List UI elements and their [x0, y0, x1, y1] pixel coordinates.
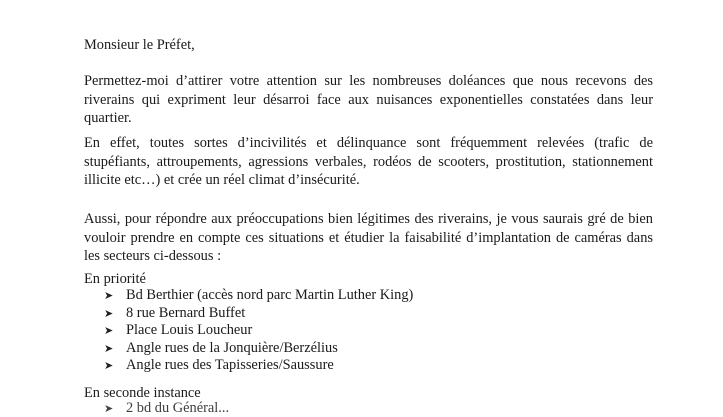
salutation: Monsieur le Préfet, [84, 37, 195, 53]
paragraph-line: riverains qui expriment leur désarroi face aux nuisances exponentielles constatées dans leur [84, 91, 653, 108]
paragraph-line: stupéfiants, attroupements, agressions verbales, rodéos de scooters, prostitution, stationnement [84, 153, 653, 170]
arrow-bullet-icon: ➤ [104, 289, 114, 303]
list-item [104, 287, 413, 305]
arrow-bullet-icon: ➤ [104, 324, 114, 338]
paragraph-line: quartier. [84, 110, 132, 126]
paragraph-intro [84, 72, 653, 128]
paragraph-line: les secteurs ci-dessous : [84, 248, 222, 264]
paragraph-line: En effet, toutes sortes d’incivilités et délinquance sont fréquemment relevées (trafic de [84, 135, 653, 151]
priority-heading: En priorité [84, 271, 146, 287]
list-item-label: 2 bd du Général... [126, 400, 230, 416]
paragraph-line: Permettez-moi d’attirer votre attention sur les nombreuses doléances que nous recevons des [84, 73, 653, 89]
list-item [104, 305, 413, 323]
list-item-label: 8 rue Bernard Buffet [126, 304, 246, 321]
list-item [104, 357, 413, 375]
priority-list [104, 287, 413, 375]
paragraph-request [84, 210, 653, 266]
arrow-bullet-icon: ➤ [104, 359, 114, 373]
paragraph-incivilities [84, 134, 653, 190]
list-item [104, 400, 229, 417]
arrow-bullet-icon: ➤ [104, 341, 114, 355]
list-item-label: Angle rues de la Jonquière/Berzélius [126, 339, 338, 356]
paragraph-line: vouloir prendre en compte ces situations et étudier la faisabilité d’implantation de caméras dans [84, 229, 653, 246]
list-item-label: Bd Berthier (accès nord parc Martin Luther King) [126, 287, 414, 304]
list-item-label: Angle rues des Tapisseries/Saussure [126, 357, 334, 374]
list-item [104, 340, 413, 358]
list-item-label: Place Louis Loucheur [126, 322, 253, 339]
second-instance-heading: En seconde instance [84, 385, 201, 401]
arrow-bullet-icon: ➤ [104, 402, 114, 415]
paragraph-line: illicite etc…) et crée un réel climat d’insécurité. [84, 172, 360, 188]
list-item [104, 322, 413, 340]
paragraph-line: Aussi, pour répondre aux préoccupations bien légitimes des riverains, je vous saurais gré de bien [84, 211, 653, 227]
second-instance-list [104, 400, 229, 417]
arrow-bullet-icon: ➤ [104, 306, 114, 320]
